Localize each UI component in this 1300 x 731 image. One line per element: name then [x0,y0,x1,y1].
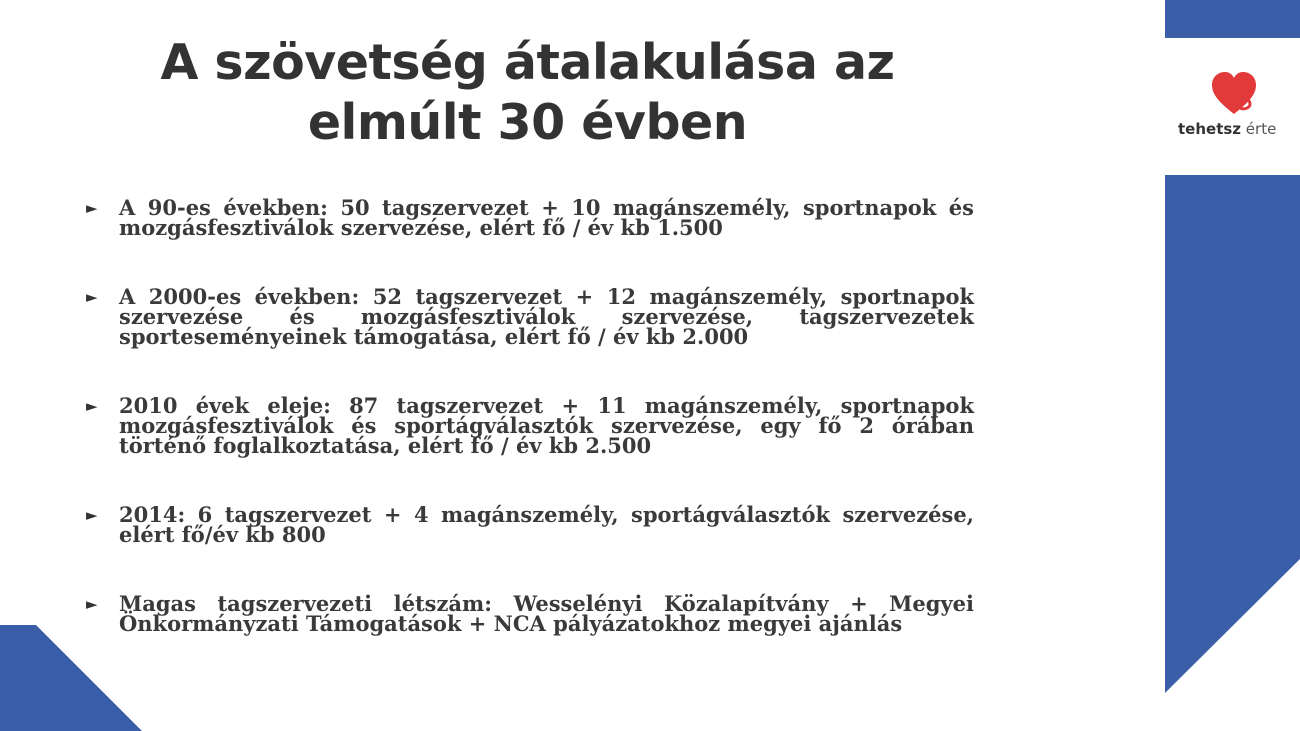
logo [1172,70,1292,140]
bullet-arrow-icon: ► [86,199,98,217]
logo-wordmark: tehetsz érte [1178,120,1277,138]
list-item [86,195,974,240]
bullet-arrow-icon: ► [86,288,98,306]
bullet-list [86,195,974,683]
bullet-text: Magas tagszervezeti létszám: Wesselényi Közalapítvány + Megyei Önkormányzati Támogatások + NCA pályázatokhoz megyei ajánlás [119,591,974,636]
bullet-text: A 90-es években: 50 tagszervezet + 10 magánszemély, sportnapok és mozgásfesztiválok szervezése, elért fő / év kb 1.500 [119,195,974,240]
bullet-arrow-icon: ► [86,397,98,415]
list-item [86,502,974,547]
top-right-accent-bar [1165,0,1300,38]
bullet-text: 2010 évek eleje: 87 tagszervezet + 11 magánszemély, sportnapok mozgásfesztiválok és sportágválasztók szervezése, egy fő 2 órában történő foglalkoztatása, elért fő / év kb 2.500 [119,393,974,458]
bullet-arrow-icon: ► [86,506,98,524]
list-item [86,284,974,349]
bullet-text: 2014: 6 tagszervezet + 4 magánszemély, sportágválasztók szervezése, elért fő/év kb 800 [119,502,974,547]
right-blue-decoration [1165,175,1300,695]
bullet-arrow-icon: ► [86,595,98,613]
page-title: A szövetség átalakulása az elmúlt 30 évben [160,34,895,151]
heart-logo-icon [1210,70,1260,120]
bullet-text: A 2000-es években: 52 tagszervezet + 12 magánszemély, sportnapok szervezése és mozgásfesztiválok szervezése, tagszervezetek sporteseményeinek támogatása, elért fő / év kb 2.000 [119,284,974,349]
list-item [86,591,974,636]
list-item [86,393,974,458]
